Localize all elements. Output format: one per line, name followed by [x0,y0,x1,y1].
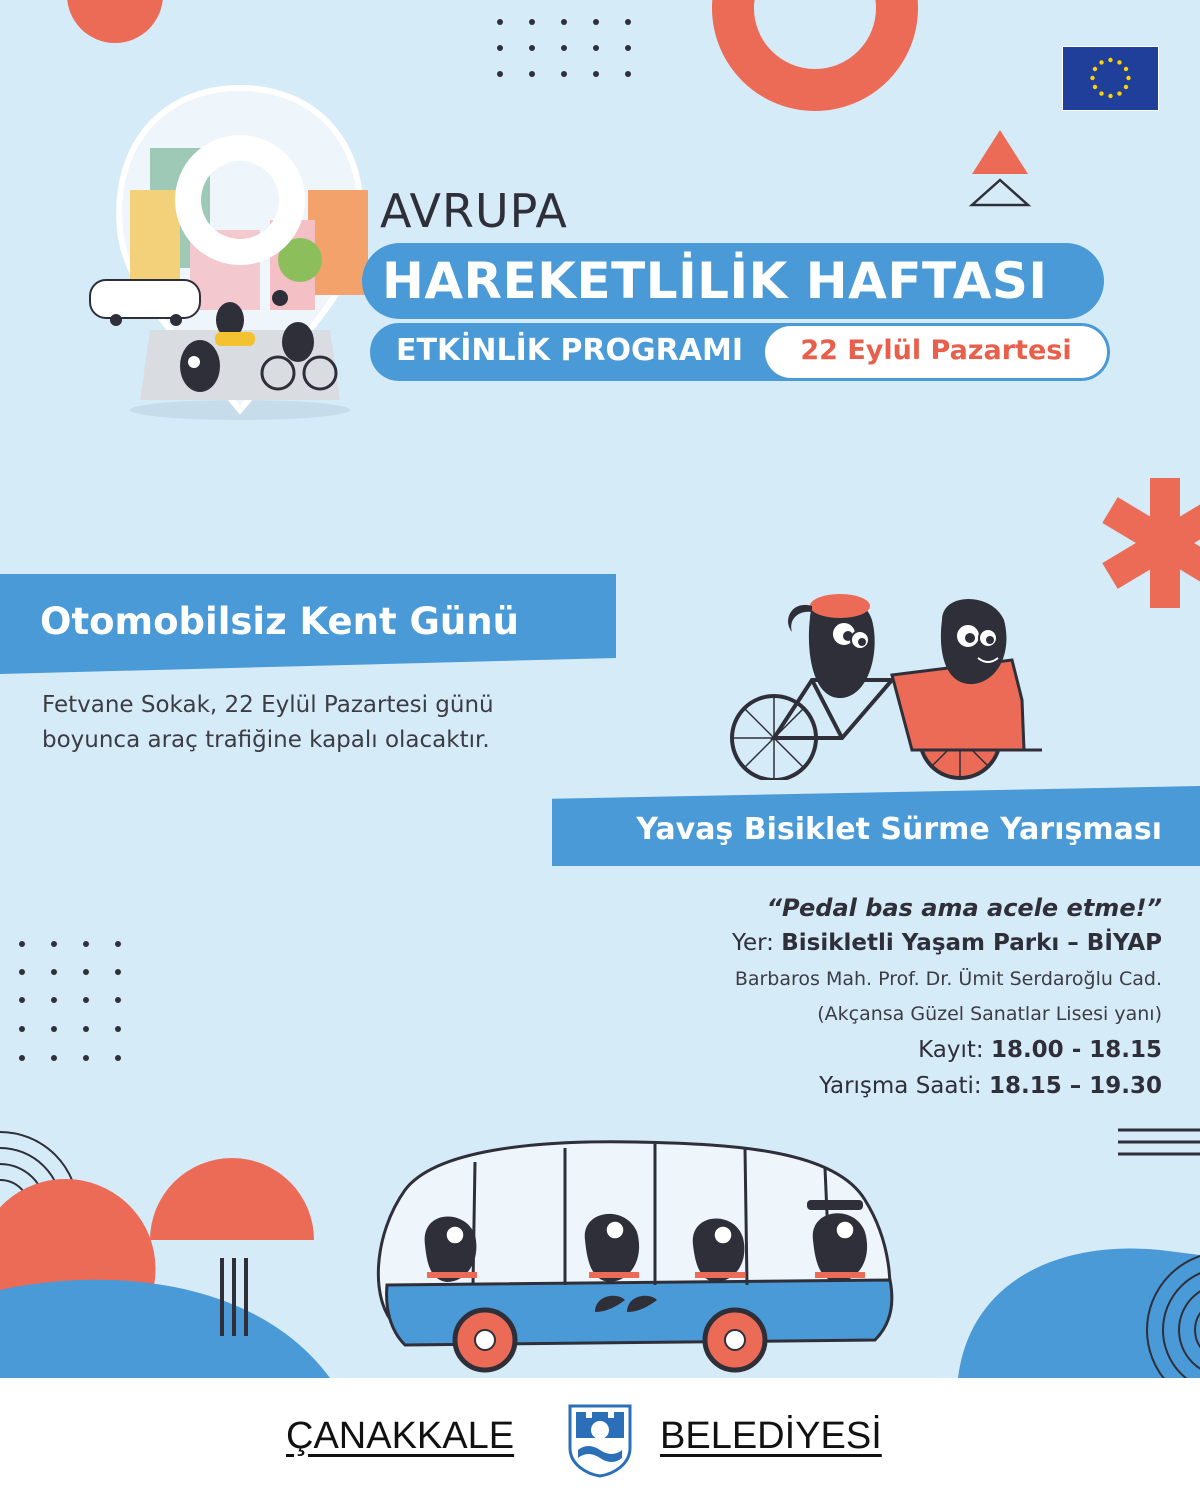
blue-hill-left [0,1280,330,1378]
bus-illustration [355,1140,915,1378]
registration-time: 18.00 - 18.15 [990,1037,1162,1063]
dot-grid-top [497,19,631,77]
registration-label: Kayıt: [918,1037,984,1063]
coral-ring-top [733,0,897,90]
municipality-logo-icon [566,1402,634,1478]
blue-hill-right [958,1249,1200,1378]
event2-address: Barbaros Mah. Prof. Dr. Ümit Serdaroğlu Cad. [734,968,1162,990]
coral-half-circle [150,1158,314,1240]
outline-triangle [972,180,1028,205]
header-line2: HAREKETLİLİK HAFTASI [382,252,1048,310]
footer-city: ÇANAKKALE [286,1415,515,1457]
event2-place [732,930,1162,956]
header-line1: AVRUPA [380,184,568,238]
dot-grid-left [19,941,121,1061]
event2-place-value: Bisikletli Yaşam Parkı – BİYAP [781,930,1162,956]
event1-title: Otomobilsiz Kent Günü [40,600,519,643]
coral-triangle [972,130,1028,174]
event1-description [42,688,494,758]
event2-registration [918,1037,1162,1063]
event2-race-time [819,1073,1162,1099]
coral-asterisk [1110,478,1200,608]
event1-desc-line1: Fetvane Sokak, 22 Eylül Pazartesi günü [42,692,494,718]
tandem-bike-illustration [712,580,1052,780]
race-time: 18.15 – 19.30 [988,1073,1162,1099]
event2-place-label: Yer: [731,930,774,956]
eu-flag-icon [1062,46,1159,111]
coral-circle-top-left [67,0,163,43]
event2-slogan: “Pedal bas ama acele etme!” [766,894,1162,922]
race-label: Yarışma Saati: [819,1073,982,1099]
event2-title: Yavaş Bisiklet Sürme Yarışması [636,812,1162,847]
horizontal-lines-right [1118,1130,1200,1154]
event-date: 22 Eylül Pazartesi [800,335,1072,366]
header-line3: ETKİNLİK PROGRAMI [396,333,743,368]
location-pin-illustration [80,80,380,425]
event1-desc-line2: boyunca araç trafiğine kapalı olacaktır. [42,727,490,753]
event2-address-note: (Akçansa Güzel Sanatlar Lisesi yanı) [817,1003,1162,1025]
footer-institution: BELEDİYESİ [660,1415,882,1457]
